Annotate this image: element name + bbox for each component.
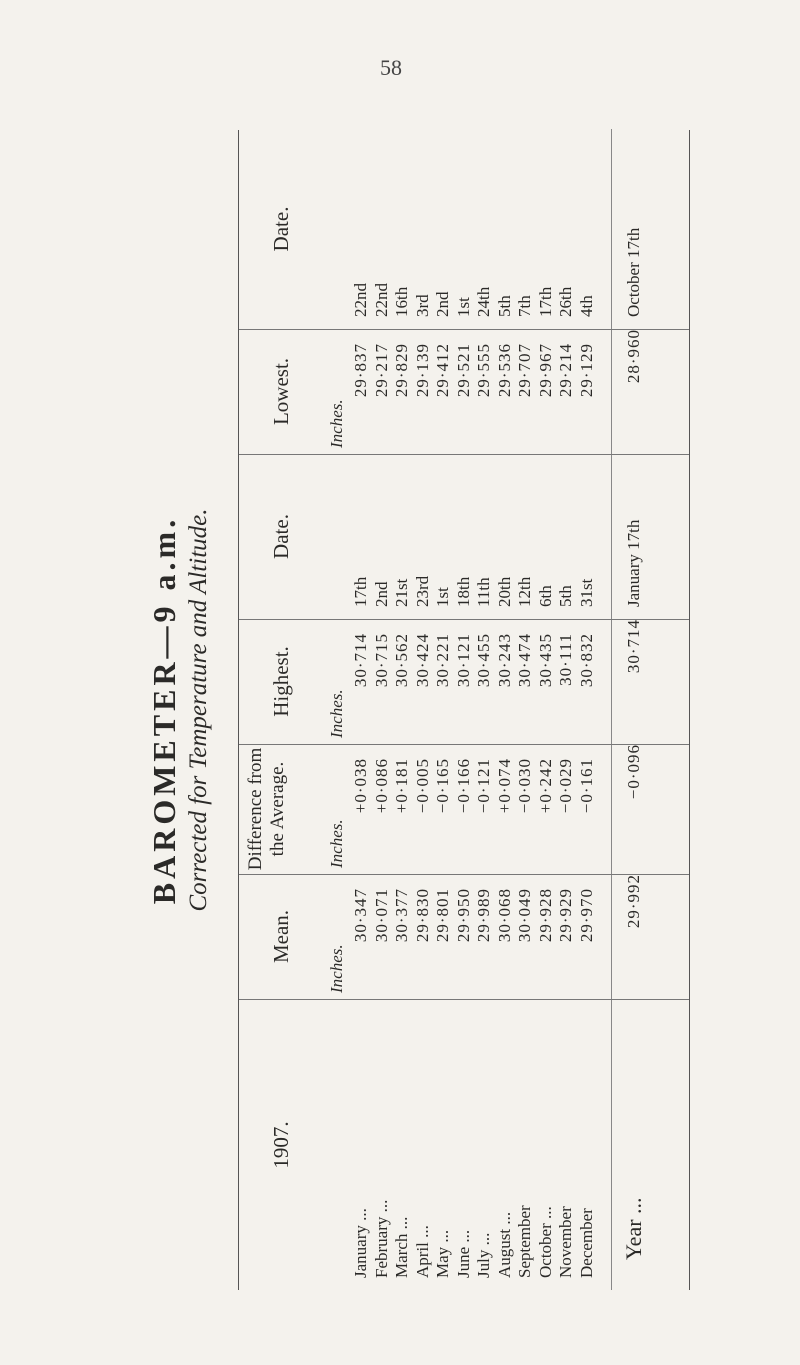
difference-cell: +0·074 [494,758,514,814]
highest-column [239,619,689,745]
mean-cell: 30·347 [351,888,370,943]
highest-cell: 30·562 [392,633,411,688]
highest-date-cell: 23rd [412,575,432,607]
mean-header: Mean. [269,909,293,964]
year-separator [611,329,612,454]
highest-date-cell: 17th [351,576,370,607]
lowest-cell: 29·217 [371,343,391,398]
highest-cell: 30·121 [453,633,473,688]
lowest-date-cell: 26th [556,286,575,317]
difference-header: Difference from the Average. [245,747,288,871]
difference-cell: −0·161 [576,758,596,814]
lowest-cell: 29·139 [412,343,432,398]
month-cell: November [556,1206,575,1278]
difference-cell: −0·121 [474,758,493,814]
highest-date-cell: 31st [576,578,596,607]
lowest-units: Inches. [327,399,346,448]
highest-cell: 30·832 [576,633,596,688]
lowest-cell: 29·129 [576,343,596,398]
month-cell: December [576,1208,596,1278]
difference-cell: +0·242 [535,758,555,814]
lowest-date-cell: 7th [515,295,534,317]
highest-cell: 30·424 [412,633,432,688]
lowest-cell: 29·412 [433,343,452,398]
mean-rows [351,874,597,999]
mean-cell: 30·377 [392,888,411,943]
page-title: BAROMETER—9 a.m. [146,515,182,905]
difference-cell: +0·038 [351,758,370,814]
highest-cell: 30·715 [371,633,391,688]
year-label: Year ... [621,1197,646,1260]
highest-rows [351,619,597,744]
lowest-column [239,329,689,455]
highest-cell: 30·243 [494,633,514,688]
lowest-date-cell: 5th [494,295,514,317]
lowest-date-cell: 4th [576,295,596,317]
year-separator [611,744,612,874]
mean-cell: 29·830 [412,888,432,943]
month-cell: July ... [474,1232,493,1278]
table-headings [140,130,230,1290]
highest-cell: 30·111 [556,633,575,686]
difference-cell: −0·029 [556,758,575,814]
mean-cell: 29·801 [433,888,452,943]
month-cell: August ... [494,1211,514,1278]
barometer-table [238,130,690,1290]
difference-units: Inches. [327,819,346,868]
year-highest: 30·714 [624,619,643,674]
year-separator [611,129,612,329]
page-subtitle: Corrected for Temperature and Altitude. [185,508,212,912]
mean-column [239,874,689,1000]
highest-cell: 30·435 [535,633,555,688]
highest-date-column [239,454,689,620]
highest-units: Inches. [327,689,346,738]
highest-cell: 30·221 [433,633,452,688]
lowest-date-cell: 1st [453,297,473,317]
lowest-date-cell: 24th [474,286,493,317]
highest-header: Highest. [269,646,293,717]
month-cell: March ... [392,1216,411,1278]
mean-cell: 30·049 [515,888,534,943]
lowest-date-cell: 3rd [412,294,432,317]
highest-date-header: Date. [269,514,293,559]
month-cell: September [515,1205,534,1278]
year-difference: −0·096 [624,744,643,800]
difference-cell: +0·181 [392,758,411,814]
lowest-cell: 29·536 [494,343,514,398]
lowest-date-cell: 17th [535,286,555,317]
difference-cell: −0·166 [453,758,473,814]
year-separator [611,1000,612,1290]
difference-cell: −0·030 [515,758,534,814]
lowest-rows [351,329,597,454]
lowest-cell: 29·837 [351,343,370,398]
lowest-date-rows [351,129,597,329]
lowest-date-cell: 22nd [371,283,391,317]
year-mean: 29·992 [624,874,643,929]
lowest-cell: 29·967 [535,343,555,398]
highest-cell: 30·474 [515,633,534,688]
lowest-cell: 29·521 [453,343,473,398]
month-cell: May ... [433,1229,452,1278]
rotated-table-page [140,130,700,1290]
highest-date-cell: 1st [433,587,452,607]
mean-cell: 29·928 [535,888,555,943]
highest-cell: 30·455 [474,633,493,688]
mean-cell: 29·950 [453,888,473,943]
month-cell: February ... [371,1199,391,1278]
mean-cell: 30·071 [371,888,391,943]
highest-date-rows [351,454,597,619]
mean-cell: 29·929 [556,888,575,943]
highest-date-cell: 11th [474,577,493,607]
year-separator [611,454,612,619]
month-cell: June ... [453,1229,473,1278]
lowest-date-column [239,129,689,330]
lowest-cell: 29·214 [556,343,575,398]
lowest-cell: 29·829 [392,343,411,398]
mean-cell: 29·989 [474,888,493,943]
highest-date-cell: 2nd [371,581,391,607]
year-highest-date: January 17th [624,519,643,607]
highest-date-cell: 12th [515,576,534,607]
year-lowest: 28·960 [624,329,643,384]
mean-cell: 29·970 [576,888,596,943]
difference-cell: −0·165 [433,758,452,814]
month-cell: April ... [412,1225,432,1278]
lowest-date-cell: 22nd [351,283,370,317]
lowest-cell: 29·707 [515,343,534,398]
difference-column [239,744,689,875]
year-separator [611,874,612,999]
page-number: 58 [380,55,402,80]
highest-date-cell: 20th [494,576,514,607]
mean-cell: 30·068 [494,888,514,943]
difference-cell: −0·005 [412,758,432,814]
month-cell: October ... [535,1206,555,1278]
month-header: 1907. [269,1121,293,1169]
lowest-date-header: Date. [269,206,293,252]
highest-cell: 30·714 [351,633,370,688]
highest-date-cell: 5th [556,585,575,607]
difference-rows [351,744,597,874]
lowest-date-cell: 16th [392,286,411,317]
mean-units: Inches. [327,944,346,993]
month-column [239,1000,689,1290]
month-cell: January ... [351,1208,370,1278]
difference-cell: +0·086 [371,758,391,814]
year-lowest-date: October 17th [624,227,643,317]
lowest-header: Lowest. [269,357,293,426]
month-rows [351,1000,597,1290]
highest-date-cell: 21st [392,578,411,607]
lowest-date-cell: 2nd [433,291,452,317]
highest-date-cell: 18th [453,576,473,607]
highest-date-cell: 6th [535,585,555,607]
lowest-cell: 29·555 [474,343,493,398]
year-separator [611,619,612,744]
